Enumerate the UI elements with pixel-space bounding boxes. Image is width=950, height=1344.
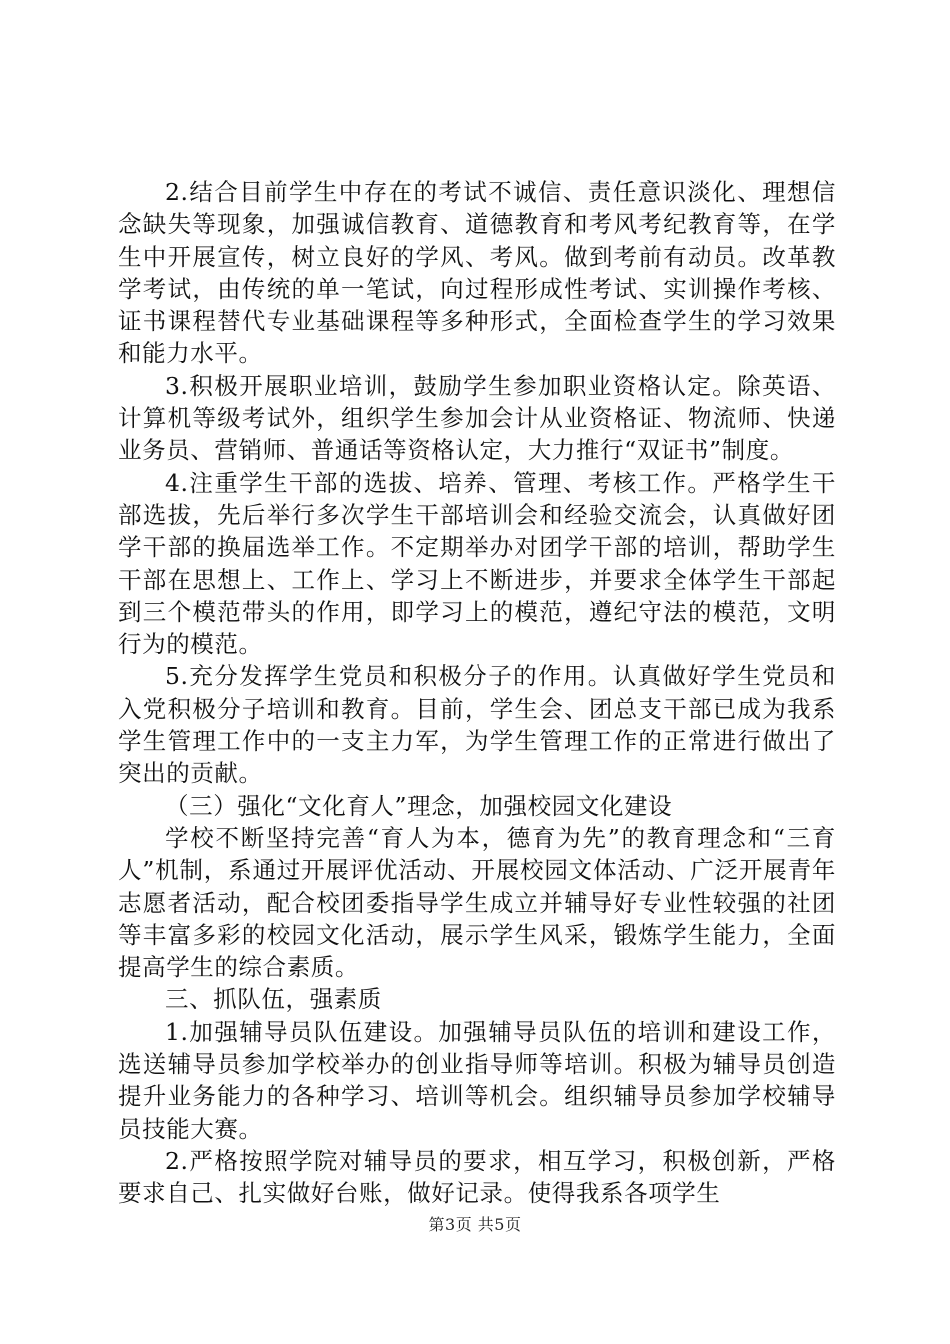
section-heading-culture: （三）强化“文化育人”理念，加强校园文化建设 <box>165 791 673 820</box>
paragraph-party-members: 5.充分发挥学生党员和积极分子的作用。认真做好学生党员和入党积极分子培训和教育。目前，学生会、团总支干部已成为我系学生管理工作中的一支主力军，为学生管理工作的正常进行做出了突出的贡献。 <box>118 662 836 788</box>
paragraph-counselor-requirements: 2.严格按照学院对辅导员的要求，相互学习，积极创新，严格要求自己、扎实做好台账，做好记录。使得我系各项学生 <box>118 1146 836 1208</box>
paragraph-student-cadres: 4.注重学生干部的选拔、培养、管理、考核工作。严格学生干部选拔，先后举行多次学生干部培训会和经验交流会，认真做好团学干部的换届选举工作。不定期举办对团学干部的培训，帮助学生干部在思想上、工作上、学习上不断进步，并要求全体学生干部起到三个模范带头的作用，即学习上的模范，遵纪守法的模范，文明行为的模范。 <box>118 468 836 659</box>
paragraph-counselor-team: 1.加强辅导员队伍建设。加强辅导员队伍的培训和建设工作，选送辅导员参加学校举办的创业指导师等培训。积极为辅导员创造提升业务能力的各种学习、培训等机会。组织辅导员参加学校辅导员技能大赛。 <box>118 1017 836 1143</box>
document-body <box>118 176 836 1210</box>
section-heading-team: 三、抓队伍，强素质 <box>165 985 382 1014</box>
paragraph-campus-culture: 学校不断坚持完善“育人为本，德育为先”的教育理念和“三育人”机制，系通过开展评优活动、开展校园文体活动、广泛开展青年志愿者活动，配合校团委指导学生成立并辅导好专业性较强的社团等丰富多彩的校园文化活动，展示学生风采，锻炼学生能力，全面提高学生的综合素质。 <box>118 823 836 982</box>
paragraph-exam-integrity: 2.结合目前学生中存在的考试不诚信、责任意识淡化、理想信念缺失等现象，加强诚信教育、道德教育和考风考纪教育等，在学生中开展宣传，树立良好的学风、考风。做到考前有动员。改革教学考试，由传统的单一笔试，向过程形成性考试、实训操作考核、证书课程替代专业基础课程等多种形式，全面检查学生的学习效果和能力水平。 <box>118 178 836 368</box>
page-footer: 第3页 共5页 <box>428 1215 522 1234</box>
paragraph-vocational-training: 3.积极开展职业培训，鼓励学生参加职业资格认定。除英语、计算机等级考试外，组织学生参加会计从业资格证、物流师、快递业务员、营销师、普通话等资格认定，大力推行“双证书”制度。 <box>118 371 836 465</box>
